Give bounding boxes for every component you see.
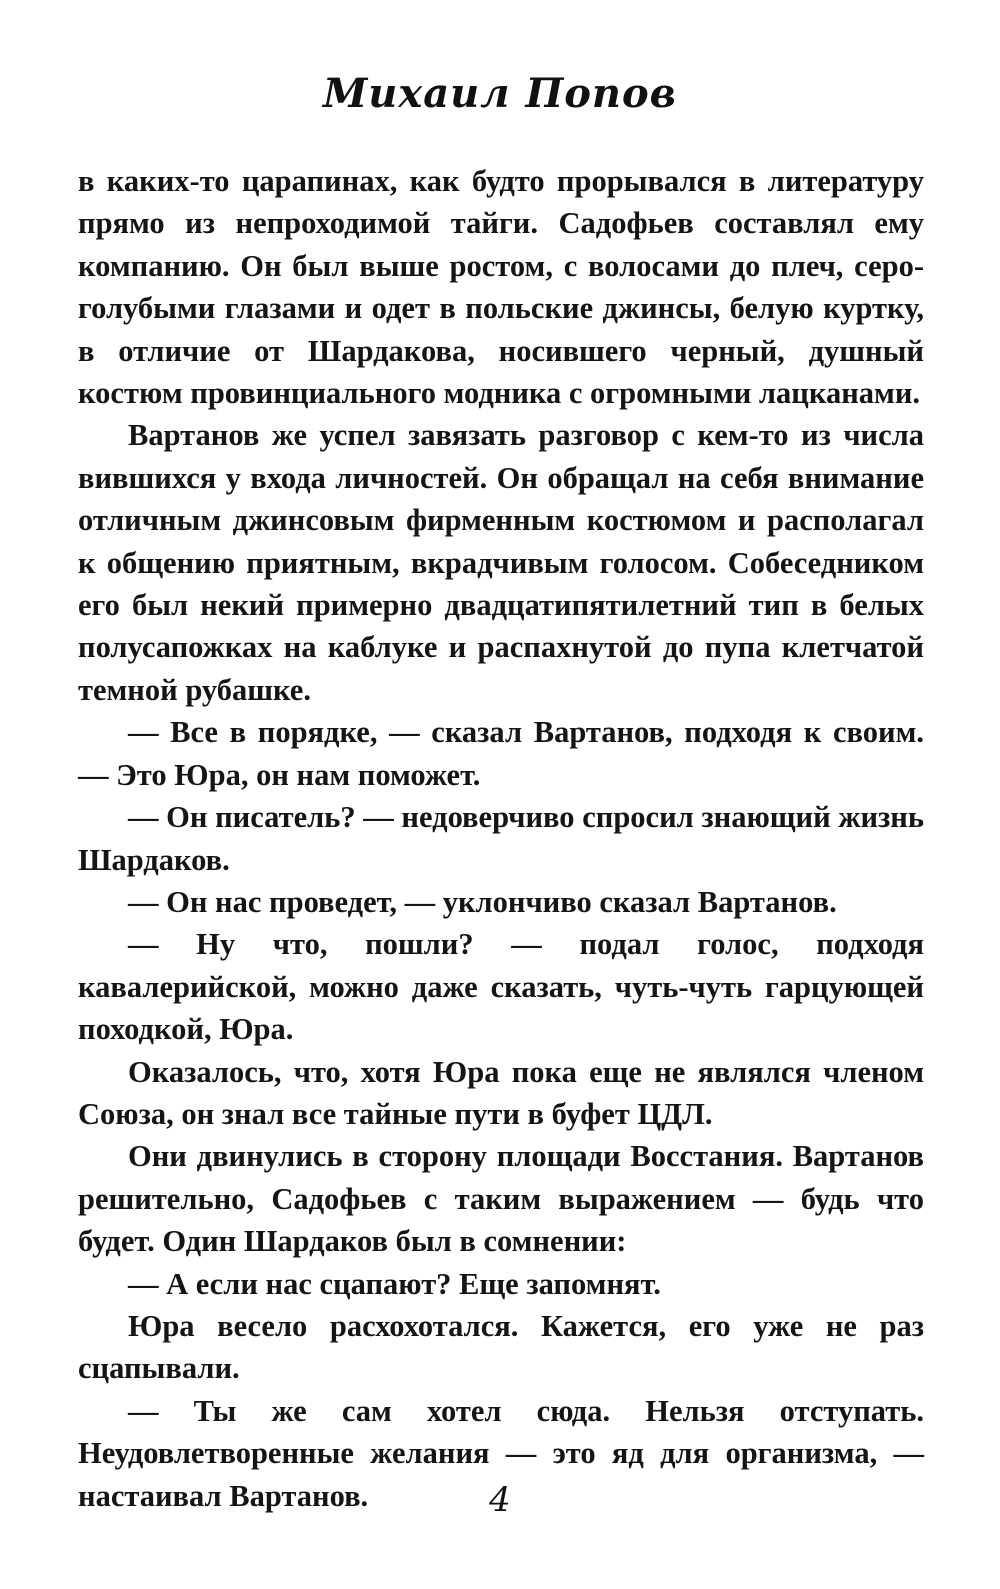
page-number: 4 (489, 1480, 511, 1520)
paragraph: в каких-то царапинах, как будто прорывался в литературу прямо из непроходимой тайги. Садофьев составлял ему компанию. Он был выше ростом, с волосами до плеч, серо-голубыми глазами и одет в польские джинсы, белую куртку, в отличие от Шардакова, носившего черный, душный костюм провинциального модника с огромными лацканами. (78, 164, 924, 411)
body-text (78, 160, 924, 1517)
dialogue-line: — Ты же сам хотел сюда. Нельзя отступать. Неудовлетворенные желания — это яд для организма, — настаивал Вартанов. (78, 1393, 924, 1513)
paragraph: Они двинулись в сторону площади Восстания. Вартанов решительно, Садофьев с таким выражением — будь что будет. Один Шардаков был в сомнении: (78, 1139, 924, 1259)
paragraph: Оказалось, что, хотя Юра пока еще не являлся членом Союза, он знал все тайные пути в буфет ЦДЛ. (78, 1054, 924, 1131)
dialogue-line: — Он писатель? — недоверчиво спросил знающий жизнь Шардаков. (78, 800, 924, 877)
dialogue-line: — Ну что, пошли? — подал голос, подходя кавалерийской, можно даже сказать, чуть-чуть гарцующей походкой, Юра. (78, 927, 924, 1047)
paragraph: Юра весело расхохотался. Кажется, его уже не раз сцапывали. (78, 1308, 924, 1386)
dialogue-line: — А если нас сцапают? Еще запомнят. (128, 1266, 661, 1301)
dialogue-line: — Все в порядке, — сказал Вартанов, подходя к своим. — Это Юра, он нам поможет. (78, 715, 924, 792)
dialogue-line: — Он нас проведет, — уклончиво сказал Вартанов. (128, 884, 837, 919)
paragraph: Вартанов же успел завязать разговор с кем-то из числа вившихся у входа личностей. Он обращал на себя внимание отличным джинсовым фирменным костюмом и располагал к общению приятным, вкрадчивым голосом. Собеседником его был некий примерно двадцатипятилетний тип в белых полусапожках на каблуке и распахнутой до пупа клетчатой темной рубашке. (78, 418, 924, 707)
running-head-author: Михаил Попов (323, 70, 677, 117)
